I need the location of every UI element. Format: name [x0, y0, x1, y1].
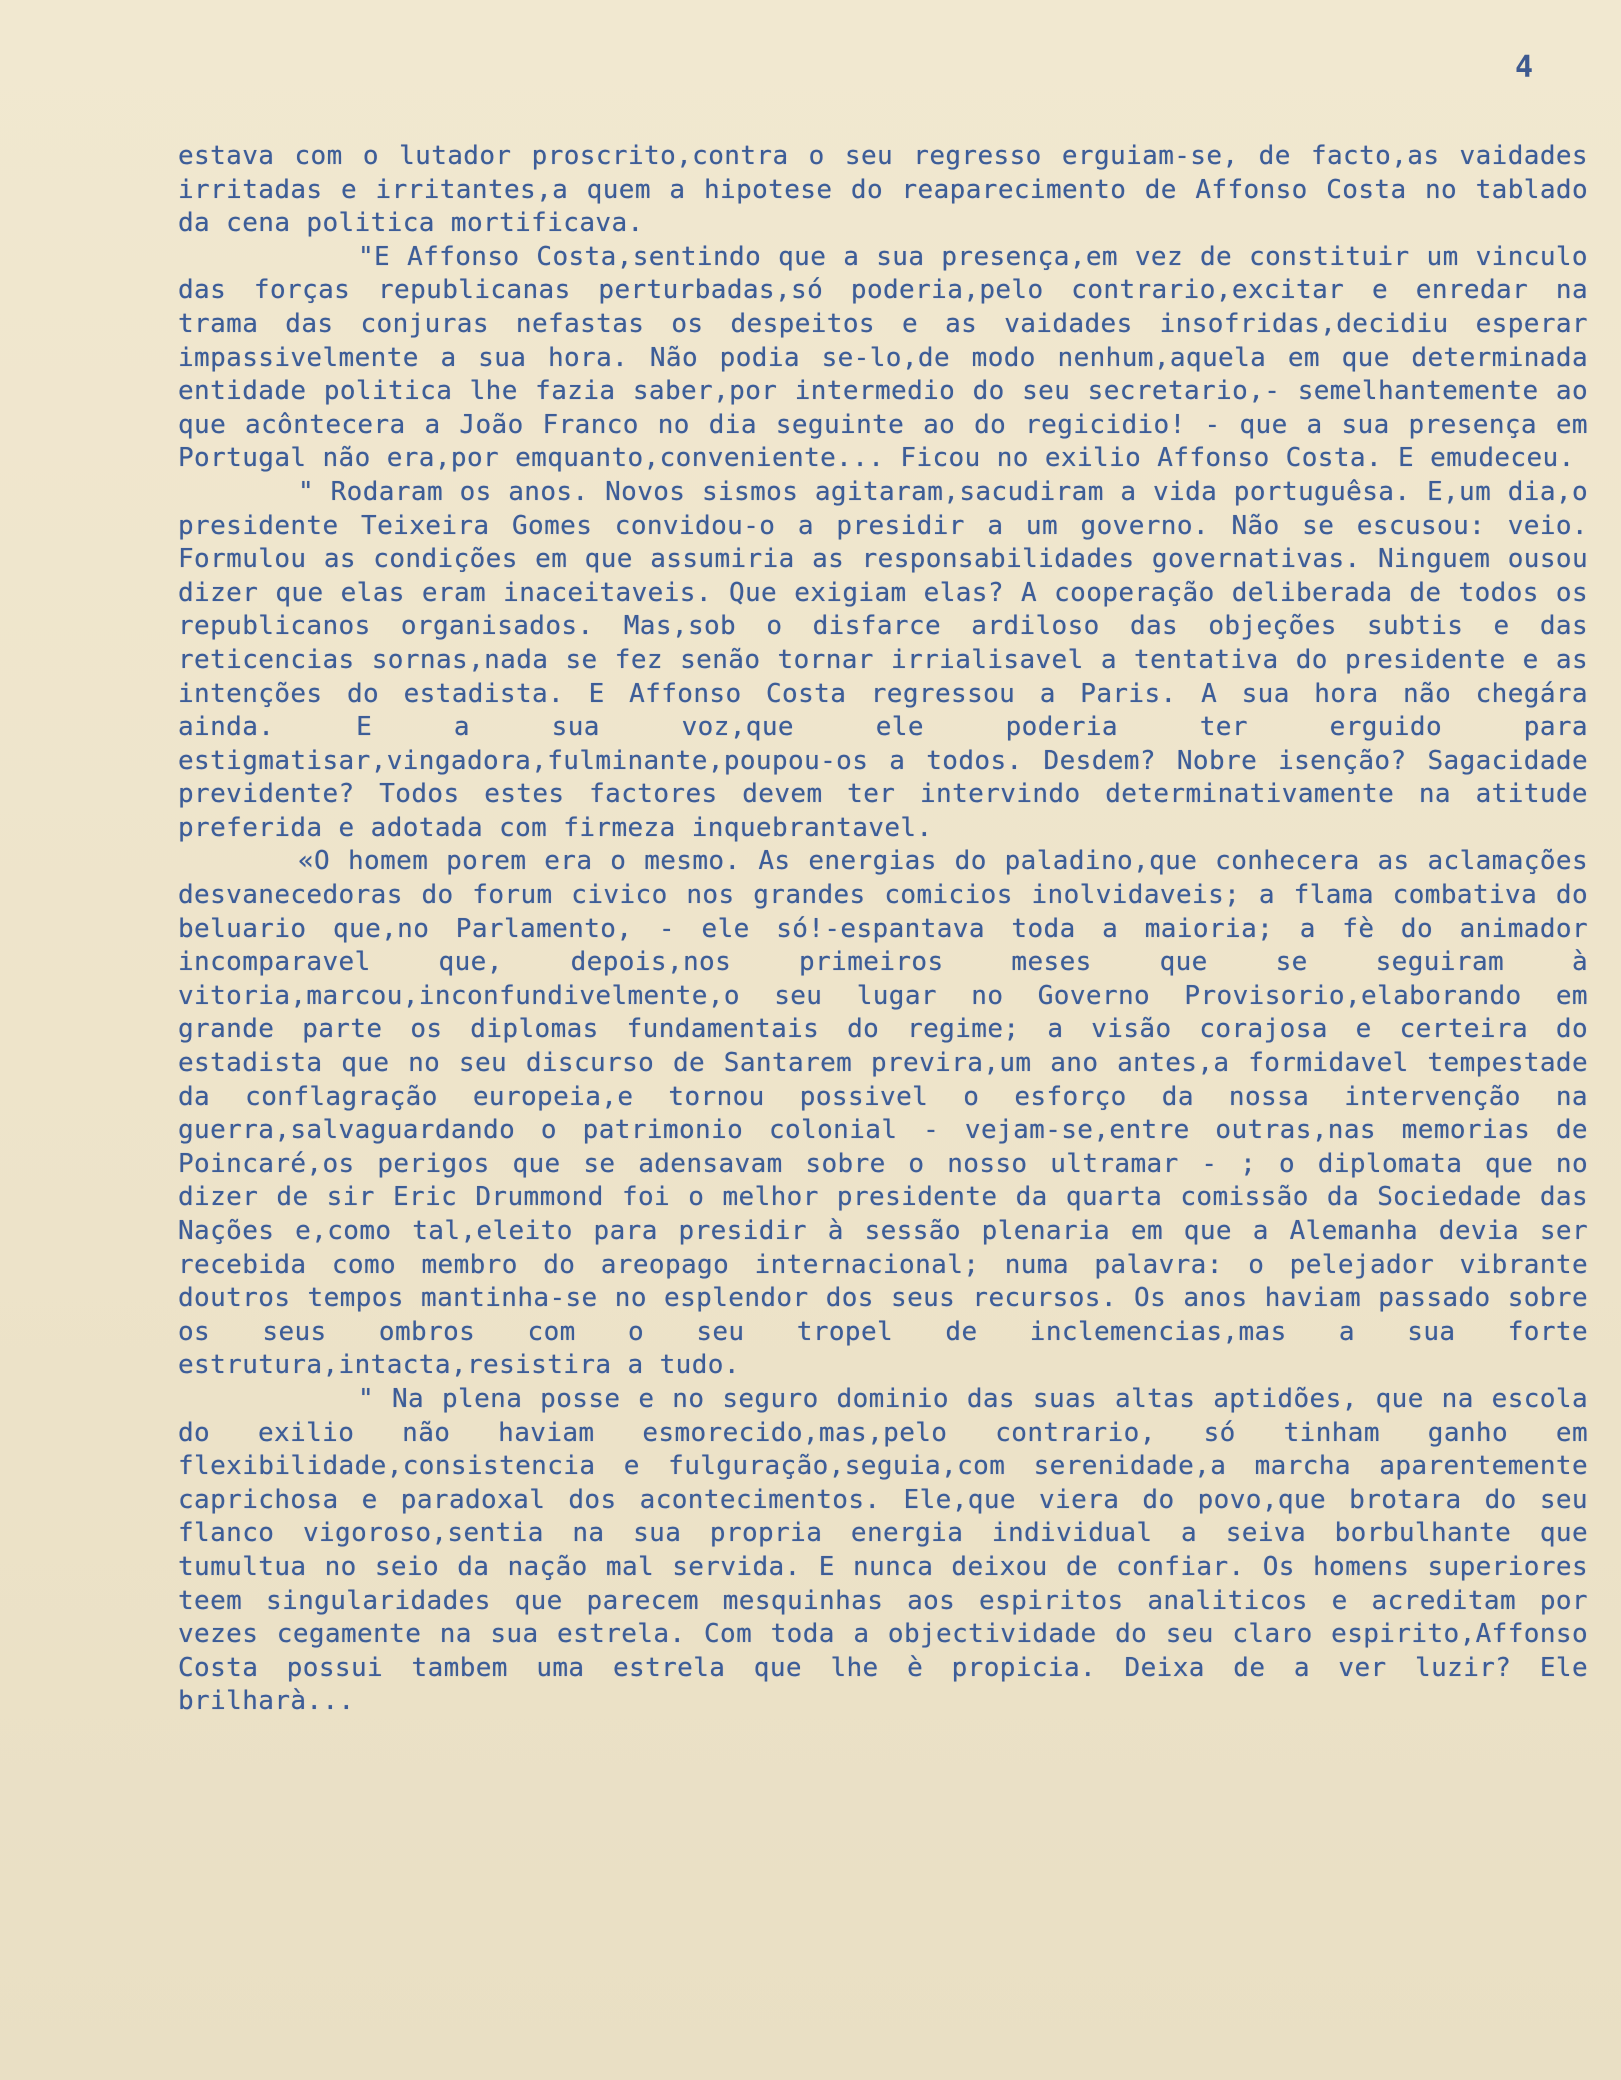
paragraph-continuation: estava com o lutador proscrito,contra o seu regresso erguiam-se, de facto,as vaidades irritadas e irritantes,a quem a hipotese do reaparecimento de Affonso Costa no tablado da cena politica mortificava.: [178, 141, 1588, 239]
paragraph-aptitudes: " Na plena posse e no seguro dominio das suas altas aptidões, que na escola do exilio não haviam esmorecido,mas,pelo contrario, só tinham ganho em flexibilidade,consistencia e fulguração,seguia,com serenidade,a marcha aparentemente caprichosa e paradoxal dos acontecimentos. Ele,que viera do povo,que brotara do seu flanco vigoroso,sentia na sua propria energia individual a seiva borbulhante que tumultua no seio da nação mal servida. E nunca deixou de confiar. Os homens superiores teem singularidades que parecem mesquinhas aos espiritos analiticos e acreditam por vezes cegamente na sua estrela. Com toda a objectividade do seu claro espirito,Affonso Costa possui tambem uma estrela que lhe è propicia. Deixa de a ver luzir? Ele brilharà...: [178, 1383, 1588, 1717]
paragraph-same-man: «O homem porem era o mesmo. As energias do paladino,que conhecera as aclamações desvanecedoras do forum civico nos grandes comicios inolvidaveis; a flama combativa do beluario que,no Parlamento, - ele só!-espantava toda a maioria; a fè do animador incomparavel que, depois,nos primeiros meses que se seguiram à vitoria,marcou,inconfundivelmente,o seu lugar no Governo Provisorio,elaborando em grande parte os diplomas fundamentais do regime; a visão corajosa e certeira do estadista que no seu discurso de Santarem previra,um ano antes,a formidavel tempestade da conflagração europeia,e tornou possivel o esforço da nossa intervenção na guerra,salvaguardando o patrimonio colonial - vejam-se,entre outras,nas memorias de Poincaré,os perigos que se adensavam sobre o nosso ultramar - ; o diplomata que no dizer de sir Eric Drummond foi o melhor presidente da quarta comissão da Sociedade das Nações e,como tal,eleito para presidir à sessão plenaria em que a Alemanha devia ser recebida como membro do areopago internacional; numa palavra: o pelejador vibrante doutros tempos mantinha-se no esplendor dos seus recursos. Os anos haviam passado sobre os seus ombros com o seu tropel de inclemencias,mas a sua forte estrutura,intacta,resistira a tudo.: [178, 846, 1588, 1381]
page-number: 4: [1514, 50, 1533, 85]
paragraph-years-passed: " Rodaram os anos. Novos sismos agitaram,sacudiram a vida portuguêsa. E,um dia,o presidente Teixeira Gomes convidou-o a presidir a um governo. Não se escusou: veio. Formulou as condições em que assumiria as responsabilidades governativas. Ninguem ousou dizer que elas eram inaceitaveis. Que exigiam elas? A cooperação deliberada de todos os republicanos organisados. Mas,sob o disfarce ardiloso das objeções subtis e das reticencias sornas,nada se fez senão tornar irrialisavel a tentativa do presidente e as intenções do estadista. E Affonso Costa regressou a Paris. A sua hora não chegára ainda. E a sua voz,que ele poderia ter erguido para estigmatisar,vingadora,fulminante,poupou-os a todos. Desdem? Nobre isenção? Sagacidade previdente? Todos estes factores devem ter intervindo determinativamente na atitude preferida e adotada com firmeza inquebrantavel.: [178, 476, 1588, 843]
document-body: [178, 140, 1588, 1719]
paragraph-exile: "E Affonso Costa,sentindo que a sua presença,em vez de constituir um vinculo das forças republicanas perturbadas,só poderia,pelo contrario,excitar e enredar na trama das conjuras nefastas os despeitos e as vaidades insofridas,decidiu esperar impassivelmente a sua hora. Não podia se-lo,de modo nenhum,aquela em que determinada entidade politica lhe fazia saber,por intermedio do seu secretario,- semelhantemente ao que acôntecera a João Franco no dia seguinte ao do regicidio! - que a sua presença em Portugal não era,por emquanto,conveniente... Ficou no exilio Affonso Costa. E emudeceu.: [178, 241, 1588, 474]
